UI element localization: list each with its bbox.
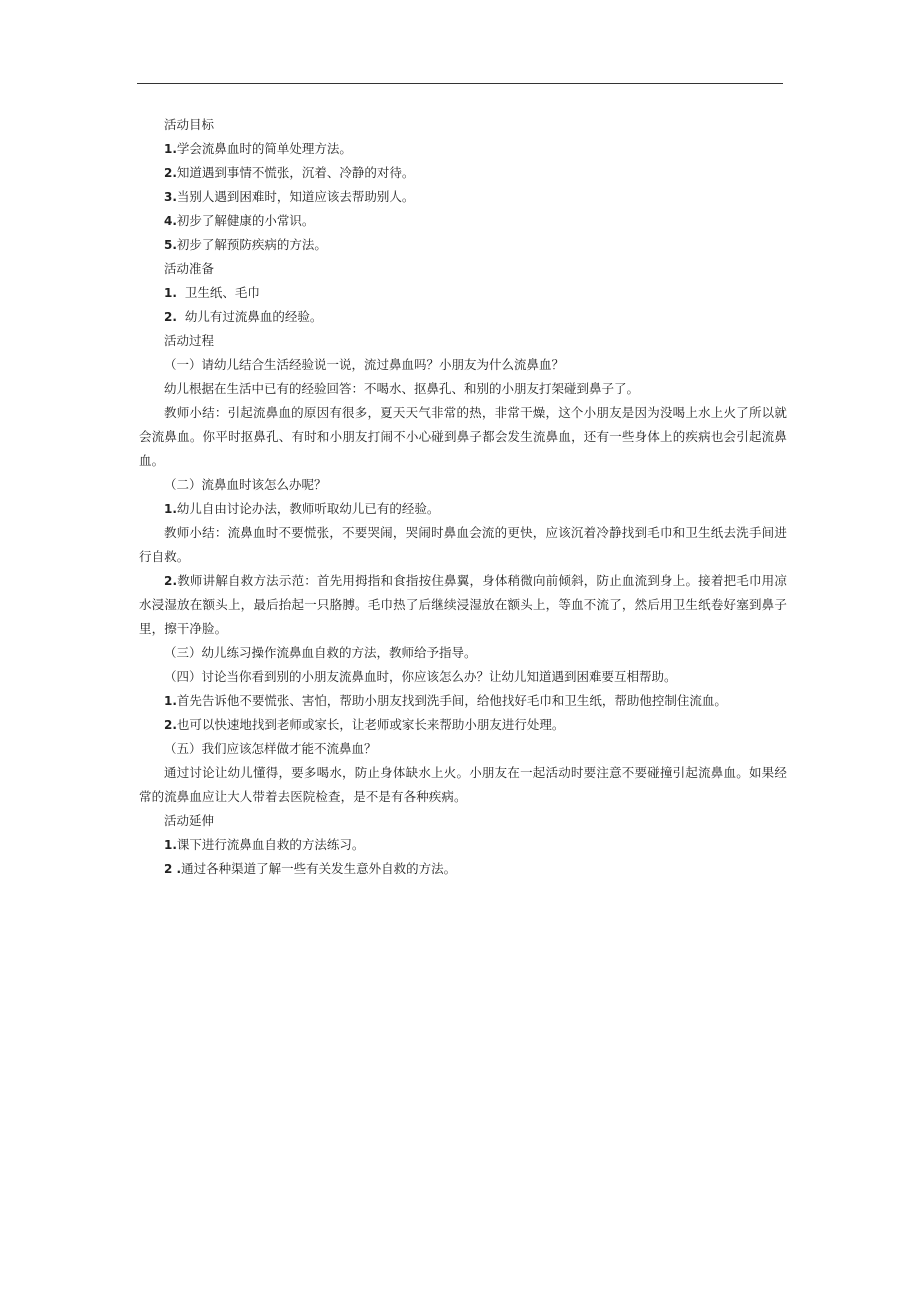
process-paragraph: 通过讨论让幼儿懂得，要多喝水，防止身体缺水上火。小朋友在一起活动时要注意不要碰撞引起流鼻血。如果经常的流鼻血应让大人带着去医院检查，是不是有各种疾病。	[139, 765, 787, 804]
section-heading-goals: 活动目标	[164, 117, 215, 132]
section-heading-process: 活动过程	[164, 333, 215, 348]
goal-item: 3.当别人遇到困难时，知道应该去帮助别人。	[164, 189, 415, 204]
process-item: 2.也可以快速地找到老师或家长，让老师或家长来帮助小朋友进行处理。	[164, 717, 565, 732]
process-item: 1.首先告诉他不要慌张、害怕，帮助小朋友找到洗手间，给他找好毛巾和卫生纸，帮助他控制住流血。	[164, 693, 727, 708]
process-step-1: （一）请幼儿结合生活经验说一说，流过鼻血吗？小朋友为什么流鼻血？	[164, 357, 565, 372]
process-step-5: （五）我们应该怎样做才能不流鼻血？	[164, 741, 377, 756]
teacher-summary-2: 教师小结：流鼻血时不要慌张，不要哭闹，哭闹时鼻血会流的更快，应该沉着冷静找到毛巾和卫生纸去洗手间进行自救。	[139, 525, 787, 564]
process-step-4: （四）讨论当你看到别的小朋友流鼻血时，你应该怎么办？让幼儿知道遇到困难要互相帮助。	[164, 669, 677, 684]
prep-item: 1. 卫生纸、毛巾	[164, 285, 260, 300]
goal-item: 4.初步了解健康的小常识。	[164, 213, 315, 228]
process-item: 1.幼儿自由讨论办法，教师听取幼儿已有的经验。	[164, 501, 440, 516]
header-rule	[137, 83, 783, 84]
document-body	[139, 113, 787, 881]
section-heading-extension: 活动延伸	[164, 813, 215, 828]
goal-item: 5.初步了解预防疾病的方法。	[164, 237, 327, 252]
process-step-2: （二）流鼻血时该怎么办呢？	[164, 477, 327, 492]
section-heading-prep: 活动准备	[164, 261, 215, 276]
process-item: 2.教师讲解自救方法示范：首先用拇指和食指按住鼻翼，身体稍微向前倾斜，防止血流到身上。接着把毛巾用凉水浸湿放在额头上，最后抬起一只胳膊。毛巾热了后继续浸湿放在额头上，等血不流了，然后用卫生纸卷好塞到鼻子里，擦干净脸。	[139, 573, 787, 636]
goal-item: 1.学会流鼻血时的简单处理方法。	[164, 141, 352, 156]
extension-item: 2 .通过各种渠道了解一些有关发生意外自救的方法。	[164, 861, 457, 876]
goal-item: 2.知道遇到事情不慌张，沉着、冷静的对待。	[164, 165, 415, 180]
process-step-3: （三）幼儿练习操作流鼻血自救的方法，教师给予指导。	[164, 645, 477, 660]
prep-item: 2. 幼儿有过流鼻血的经验。	[164, 309, 323, 324]
process-paragraph: 幼儿根据在生活中已有的经验回答：不喝水、抠鼻孔、和别的小朋友打架碰到鼻子了。	[164, 381, 640, 396]
extension-item: 1.课下进行流鼻血自救的方法练习。	[164, 837, 365, 852]
teacher-summary-1: 教师小结：引起流鼻血的原因有很多，夏天天气非常的热，非常干燥，这个小朋友是因为没喝上水上火了所以就会流鼻血。你平时抠鼻孔、有时和小朋友打闹不小心碰到鼻子都会发生流鼻血，还有一些身体上的疾病也会引起流鼻血。	[139, 405, 787, 468]
